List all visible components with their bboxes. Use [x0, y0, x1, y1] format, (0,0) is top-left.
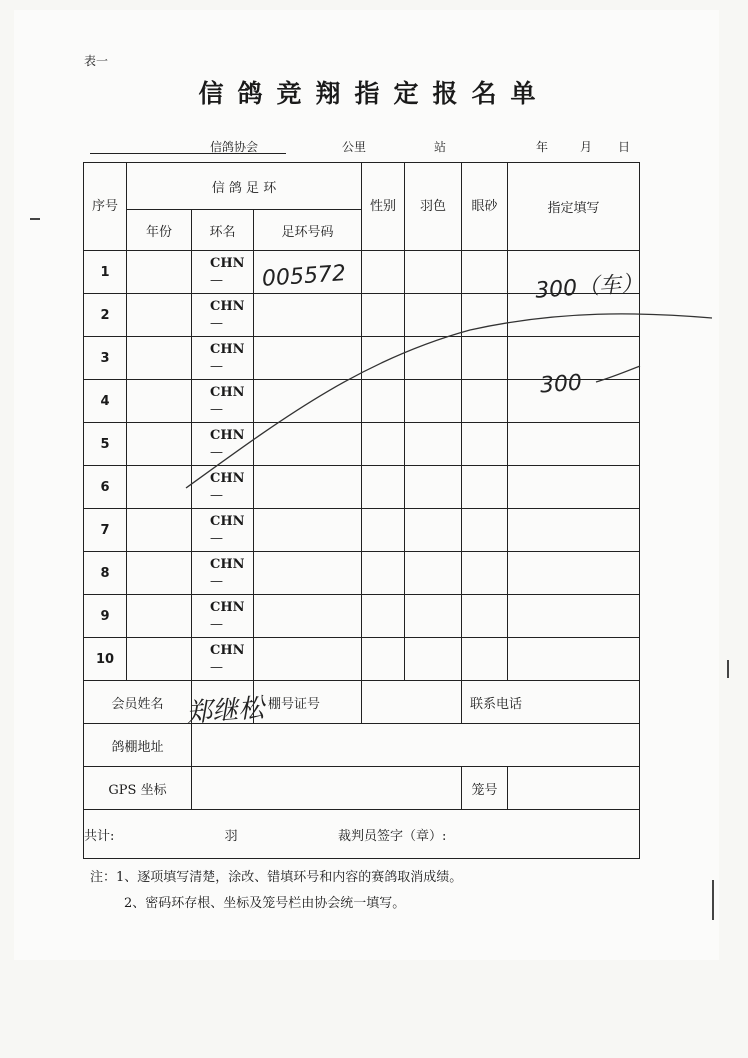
row-number: 5 [84, 423, 127, 466]
day-label: 日 [618, 140, 631, 154]
year-cell[interactable] [127, 337, 192, 380]
sex-cell[interactable] [362, 294, 405, 337]
ring-number-cell[interactable] [254, 466, 362, 509]
margin-mark [712, 880, 714, 920]
designated-header: 指定填写 [508, 163, 640, 251]
feather-cell[interactable] [405, 509, 462, 552]
designated-cell[interactable] [508, 595, 640, 638]
row-number: 7 [84, 509, 127, 552]
sex-cell[interactable] [362, 466, 405, 509]
ring-dash: — [210, 445, 223, 460]
feather-cell[interactable] [405, 380, 462, 423]
designated-cell[interactable] [508, 552, 640, 595]
ring-name-cell[interactable] [192, 251, 254, 294]
ring-number-cell[interactable] [254, 552, 362, 595]
ring-prefix: CHN [210, 557, 245, 572]
ring-name-cell[interactable] [192, 294, 254, 337]
table-row [84, 552, 640, 595]
year-cell[interactable] [127, 595, 192, 638]
designated-cell[interactable] [508, 509, 640, 552]
feather-cell[interactable] [405, 552, 462, 595]
ring-name-cell[interactable] [192, 337, 254, 380]
month-label: 月 [580, 140, 593, 154]
handwritten-designated-4: 300 [539, 370, 583, 399]
handwritten-designated-1: 300（车） [534, 271, 644, 304]
note-2: 2、密码环存根、坐标及笼号栏由协会统一填写。 [124, 896, 406, 911]
sex-cell[interactable] [362, 552, 405, 595]
loft-cert-label: 棚号证号 [254, 681, 362, 724]
form-title: 信鸽竞翔指定报名单 [198, 79, 550, 108]
sex-cell[interactable] [362, 509, 405, 552]
ring-dash: — [210, 273, 223, 288]
registration-table [83, 162, 640, 859]
row-number: 8 [84, 552, 127, 595]
ring-name-cell[interactable] [192, 595, 254, 638]
eye-cell[interactable] [462, 423, 508, 466]
ring-name-cell[interactable] [192, 638, 254, 681]
year-label: 年 [536, 140, 549, 154]
table-row [84, 423, 640, 466]
feather-header: 羽色 [405, 163, 462, 251]
eye-cell[interactable] [462, 251, 508, 294]
ring-name-cell[interactable] [192, 423, 254, 466]
serial-header: 序号 [84, 163, 127, 251]
ring-dash: — [210, 402, 223, 417]
eye-cell[interactable] [462, 509, 508, 552]
feather-cell[interactable] [405, 337, 462, 380]
ring-number-cell[interactable] [254, 638, 362, 681]
year-cell[interactable] [127, 423, 192, 466]
year-cell[interactable] [127, 552, 192, 595]
form-code: 表一 [84, 54, 109, 68]
distance-label: 公里 [342, 140, 367, 154]
referee-sign-label: 裁判员签字（章）: [337, 828, 447, 844]
total-label: 共计: [84, 828, 115, 844]
cage-no-field[interactable] [508, 767, 640, 810]
row-number: 1 [84, 251, 127, 294]
ring-name-header: 环名 [192, 210, 254, 251]
eye-cell[interactable] [462, 595, 508, 638]
ring-prefix: CHN [210, 428, 245, 443]
feather-cell[interactable] [405, 251, 462, 294]
sex-cell[interactable] [362, 638, 405, 681]
year-header: 年份 [127, 210, 192, 251]
ring-prefix: CHN [210, 643, 245, 658]
row-number: 9 [84, 595, 127, 638]
association-label: 信鸽协会 [210, 140, 259, 154]
margin-mark [727, 660, 729, 678]
year-cell[interactable] [127, 251, 192, 294]
eye-cell[interactable] [462, 337, 508, 380]
eye-cell[interactable] [462, 466, 508, 509]
ring-prefix: CHN [210, 514, 245, 529]
feather-cell[interactable] [405, 423, 462, 466]
feather-cell[interactable] [405, 466, 462, 509]
ring-name-cell[interactable] [192, 380, 254, 423]
form-header-line [80, 138, 640, 160]
ring-prefix: CHN [210, 299, 245, 314]
designated-cell[interactable] [508, 423, 640, 466]
designated-cell[interactable] [508, 466, 640, 509]
ring-dash: — [210, 660, 223, 675]
sex-cell[interactable] [362, 337, 405, 380]
year-cell[interactable] [127, 638, 192, 681]
ring-dash: — [210, 316, 223, 331]
ring-name-cell[interactable] [192, 466, 254, 509]
loft-address-field[interactable] [192, 724, 640, 767]
member-name-label: 会员姓名 [84, 681, 192, 724]
loft-cert-field[interactable] [362, 681, 462, 724]
ring-prefix: CHN [210, 256, 245, 271]
handwritten-member-name: 郑继松 [185, 693, 266, 729]
table-row [84, 595, 640, 638]
ring-number-header: 足环号码 [254, 210, 362, 251]
eye-cell[interactable] [462, 638, 508, 681]
ring-number-cell[interactable] [254, 294, 362, 337]
sex-cell[interactable] [362, 595, 405, 638]
year-cell[interactable] [127, 466, 192, 509]
feather-cell[interactable] [405, 294, 462, 337]
table-row [84, 466, 640, 509]
eye-header: 眼砂 [462, 163, 508, 251]
cage-no-label: 笼号 [462, 767, 508, 810]
ring-dash: — [210, 574, 223, 589]
year-cell[interactable] [127, 380, 192, 423]
row-number: 2 [84, 294, 127, 337]
note-1: 注：1、逐项填写清楚，涂改、错填环号和内容的赛鸽取消成绩。 [90, 870, 463, 885]
table-row [84, 638, 640, 681]
gps-field[interactable] [192, 767, 462, 810]
gps-label: GPS 坐标 [84, 767, 192, 810]
ring-prefix: CHN [210, 342, 245, 357]
ring-prefix: CHN [210, 385, 245, 400]
handwritten-ring-number-1: 005572 [261, 261, 347, 292]
ring-prefix: CHN [210, 600, 245, 615]
sex-header: 性别 [362, 163, 405, 251]
eye-cell[interactable] [462, 294, 508, 337]
station-label: 站 [434, 140, 447, 154]
phone-label: 联系电话 [462, 681, 640, 724]
loft-address-label: 鸽棚地址 [84, 724, 192, 767]
sex-cell[interactable] [362, 423, 405, 466]
ring-dash: — [210, 617, 223, 632]
row-number: 6 [84, 466, 127, 509]
ring-dash: — [210, 531, 223, 546]
eye-cell[interactable] [462, 552, 508, 595]
ring-number-cell[interactable] [254, 423, 362, 466]
sex-cell[interactable] [362, 380, 405, 423]
feather-cell[interactable] [405, 638, 462, 681]
ring-number-cell[interactable] [254, 595, 362, 638]
row-number: 10 [84, 638, 127, 681]
row-number: 4 [84, 380, 127, 423]
ring-name-cell[interactable] [192, 552, 254, 595]
eye-cell[interactable] [462, 380, 508, 423]
feather-unit-label: 羽 [224, 828, 238, 844]
ring-number-cell[interactable] [254, 509, 362, 552]
ring-number-cell[interactable] [254, 380, 362, 423]
year-cell[interactable] [127, 294, 192, 337]
ring-dash: — [210, 359, 223, 374]
ring-prefix: CHN [210, 471, 245, 486]
total-row [84, 810, 640, 859]
table-row [84, 509, 640, 552]
feather-cell[interactable] [405, 595, 462, 638]
ring-name-cell[interactable] [192, 509, 254, 552]
row-number: 3 [84, 337, 127, 380]
ring-dash: — [210, 488, 223, 503]
foot-ring-header: 信 鸽 足 环 [127, 163, 362, 210]
sex-cell[interactable] [362, 251, 405, 294]
margin-mark [30, 218, 40, 220]
year-cell[interactable] [127, 509, 192, 552]
ring-number-cell[interactable] [254, 337, 362, 380]
designated-cell[interactable] [508, 638, 640, 681]
